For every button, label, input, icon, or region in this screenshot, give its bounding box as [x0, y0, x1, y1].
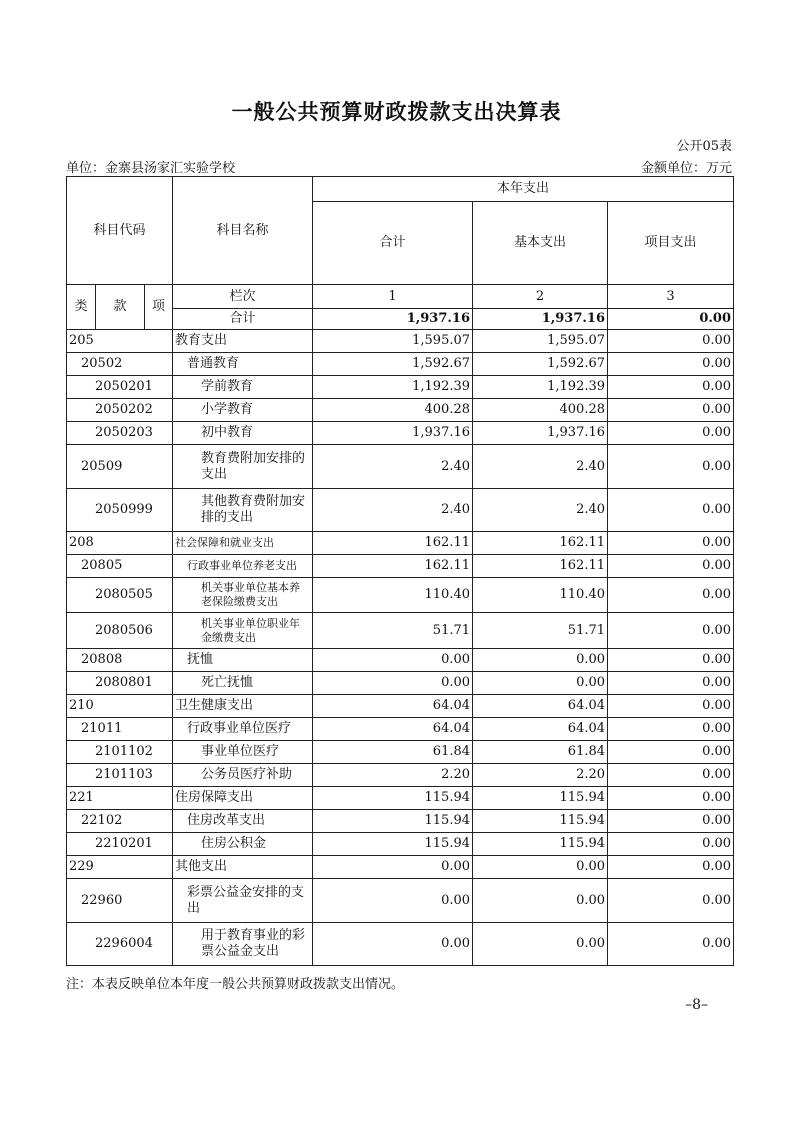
total-row-total: 1,937.16 [313, 309, 473, 330]
row-name: 教育支出 [173, 330, 313, 353]
row-name: 普通教育 [173, 353, 313, 376]
form-number: 公开05表 [676, 139, 732, 154]
row-basic: 64.04 [473, 695, 608, 718]
row-total: 1,937.16 [313, 422, 473, 445]
row-name: 抚恤 [173, 649, 313, 672]
row-total: 1,592.67 [313, 353, 473, 376]
row-name: 行政事业单位医疗 [173, 718, 313, 741]
row-total: 162.11 [313, 555, 473, 578]
row-name: 卫生健康支出 [173, 695, 313, 718]
row-basic: 400.28 [473, 399, 608, 422]
row-basic: 51.71 [473, 613, 608, 649]
row-basic: 2.20 [473, 764, 608, 787]
row-name: 小学教育 [173, 399, 313, 422]
row-total: 0.00 [313, 856, 473, 879]
row-project: 0.00 [608, 445, 734, 489]
table-row [67, 613, 734, 649]
row-basic: 110.40 [473, 578, 608, 613]
row-total: 64.04 [313, 718, 473, 741]
table-row [67, 422, 734, 445]
row-code: 2080506 [67, 613, 173, 649]
row-code: 2050202 [67, 399, 173, 422]
row-basic: 0.00 [473, 649, 608, 672]
row-project: 0.00 [608, 718, 734, 741]
table-row [67, 330, 734, 353]
row-total: 1,595.07 [313, 330, 473, 353]
row-project: 0.00 [608, 810, 734, 833]
footnote: 注：本表反映单位本年度一般公共预算财政拨款支出情况。 [66, 977, 405, 992]
row-basic: 0.00 [473, 856, 608, 879]
header-xiang: 项 [145, 285, 173, 330]
row-total: 115.94 [313, 833, 473, 856]
table-row [67, 787, 734, 810]
row-code: 22102 [67, 810, 173, 833]
row-name: 用于教育事业的彩票公益金支出 [173, 923, 313, 966]
row-project: 0.00 [608, 489, 734, 532]
row-basic: 115.94 [473, 833, 608, 856]
row-project: 0.00 [608, 578, 734, 613]
row-total: 2.20 [313, 764, 473, 787]
total-row-basic: 1,937.16 [473, 309, 608, 330]
row-project: 0.00 [608, 376, 734, 399]
row-total: 115.94 [313, 787, 473, 810]
header-kuan: 款 [96, 285, 145, 330]
row-code: 20509 [67, 445, 173, 489]
row-project: 0.00 [608, 532, 734, 555]
row-project: 0.00 [608, 672, 734, 695]
row-name: 住房保障支出 [173, 787, 313, 810]
row-code: 2101102 [67, 741, 173, 764]
row-total: 0.00 [313, 879, 473, 923]
row-total: 0.00 [313, 923, 473, 966]
row-code: 2080801 [67, 672, 173, 695]
row-basic: 1,595.07 [473, 330, 608, 353]
row-project: 0.00 [608, 330, 734, 353]
row-basic: 1,592.67 [473, 353, 608, 376]
row-project: 0.00 [608, 353, 734, 376]
row-name: 机关事业单位基本养老保险缴费支出 [173, 578, 313, 613]
table-row [67, 649, 734, 672]
row-code: 2101103 [67, 764, 173, 787]
row-code: 22960 [67, 879, 173, 923]
header-total: 合计 [313, 202, 473, 285]
row-name: 彩票公益金安排的支出 [173, 879, 313, 923]
header-col2: 2 [473, 285, 608, 309]
header-col1: 1 [313, 285, 473, 309]
table-row [67, 532, 734, 555]
table-row [67, 489, 734, 532]
table-row [67, 445, 734, 489]
row-code: 2080505 [67, 578, 173, 613]
header-code: 科目代码 [67, 177, 173, 285]
row-basic: 162.11 [473, 555, 608, 578]
row-name: 公务员医疗补助 [173, 764, 313, 787]
row-project: 0.00 [608, 856, 734, 879]
row-name: 事业单位医疗 [173, 741, 313, 764]
row-name: 住房改革支出 [173, 810, 313, 833]
row-project: 0.00 [608, 422, 734, 445]
row-name: 其他教育费附加安排的支出 [173, 489, 313, 532]
row-code: 2050201 [67, 376, 173, 399]
header-this-year: 本年支出 [313, 177, 734, 202]
header-project: 项目支出 [608, 202, 734, 285]
table-row [67, 879, 734, 923]
row-code: 20502 [67, 353, 173, 376]
header-basic: 基本支出 [473, 202, 608, 285]
table-row [67, 578, 734, 613]
table-row [67, 353, 734, 376]
row-project: 0.00 [608, 879, 734, 923]
row-basic: 162.11 [473, 532, 608, 555]
row-name: 死亡抚恤 [173, 672, 313, 695]
table-row [67, 672, 734, 695]
row-total: 2.40 [313, 445, 473, 489]
table-row [67, 923, 734, 966]
row-name: 教育费附加安排的支出 [173, 445, 313, 489]
row-name: 住房公积金 [173, 833, 313, 856]
row-total: 51.71 [313, 613, 473, 649]
row-basic: 64.04 [473, 718, 608, 741]
total-row-project: 0.00 [608, 309, 734, 330]
row-total: 400.28 [313, 399, 473, 422]
row-total: 1,192.39 [313, 376, 473, 399]
row-code: 221 [67, 787, 173, 810]
row-basic: 0.00 [473, 923, 608, 966]
table-row [67, 376, 734, 399]
header-lanci: 栏次 [173, 285, 313, 309]
row-total: 110.40 [313, 578, 473, 613]
row-name: 社会保障和就业支出 [173, 532, 313, 555]
row-code: 229 [67, 856, 173, 879]
page-number: –8– [685, 997, 708, 1013]
table-row [67, 555, 734, 578]
row-project: 0.00 [608, 649, 734, 672]
unit-label: 单位：金寨县汤家汇实验学校 [66, 161, 236, 176]
row-basic: 0.00 [473, 879, 608, 923]
row-code: 20808 [67, 649, 173, 672]
row-basic: 0.00 [473, 672, 608, 695]
table-row [67, 810, 734, 833]
row-project: 0.00 [608, 923, 734, 966]
row-total: 64.04 [313, 695, 473, 718]
total-row-label: 合计 [173, 309, 313, 330]
table-row [67, 718, 734, 741]
row-basic: 1,192.39 [473, 376, 608, 399]
row-project: 0.00 [608, 695, 734, 718]
row-name: 机关事业单位职业年金缴费支出 [173, 613, 313, 649]
row-basic: 115.94 [473, 787, 608, 810]
table-row [67, 764, 734, 787]
row-code: 2050203 [67, 422, 173, 445]
row-total: 162.11 [313, 532, 473, 555]
row-total: 61.84 [313, 741, 473, 764]
row-code: 21011 [67, 718, 173, 741]
header-col3: 3 [608, 285, 734, 309]
row-code: 2210201 [67, 833, 173, 856]
row-project: 0.00 [608, 833, 734, 856]
row-basic: 2.40 [473, 489, 608, 532]
row-basic: 1,937.16 [473, 422, 608, 445]
header-name: 科目名称 [173, 177, 313, 285]
row-total: 2.40 [313, 489, 473, 532]
row-basic: 2.40 [473, 445, 608, 489]
page-title: 一般公共预算财政拨款支出决算表 [231, 99, 562, 124]
row-code: 2296004 [67, 923, 173, 966]
row-project: 0.00 [608, 555, 734, 578]
row-name: 初中教育 [173, 422, 313, 445]
table-row [67, 399, 734, 422]
row-total: 0.00 [313, 649, 473, 672]
amount-unit-label: 金额单位：万元 [640, 161, 732, 176]
row-project: 0.00 [608, 764, 734, 787]
row-total: 115.94 [313, 810, 473, 833]
header-lei: 类 [67, 285, 96, 330]
row-project: 0.00 [608, 613, 734, 649]
expenditure-table [66, 176, 734, 966]
table-row [67, 833, 734, 856]
row-code: 2050999 [67, 489, 173, 532]
row-name: 行政事业单位养老支出 [173, 555, 313, 578]
row-basic: 115.94 [473, 810, 608, 833]
row-project: 0.00 [608, 399, 734, 422]
table-row [67, 741, 734, 764]
row-project: 0.00 [608, 787, 734, 810]
row-name: 学前教育 [173, 376, 313, 399]
row-code: 205 [67, 330, 173, 353]
row-project: 0.00 [608, 741, 734, 764]
row-total: 0.00 [313, 672, 473, 695]
row-code: 20805 [67, 555, 173, 578]
row-code: 208 [67, 532, 173, 555]
table-row [67, 695, 734, 718]
row-code: 210 [67, 695, 173, 718]
row-name: 其他支出 [173, 856, 313, 879]
table-row [67, 856, 734, 879]
row-basic: 61.84 [473, 741, 608, 764]
